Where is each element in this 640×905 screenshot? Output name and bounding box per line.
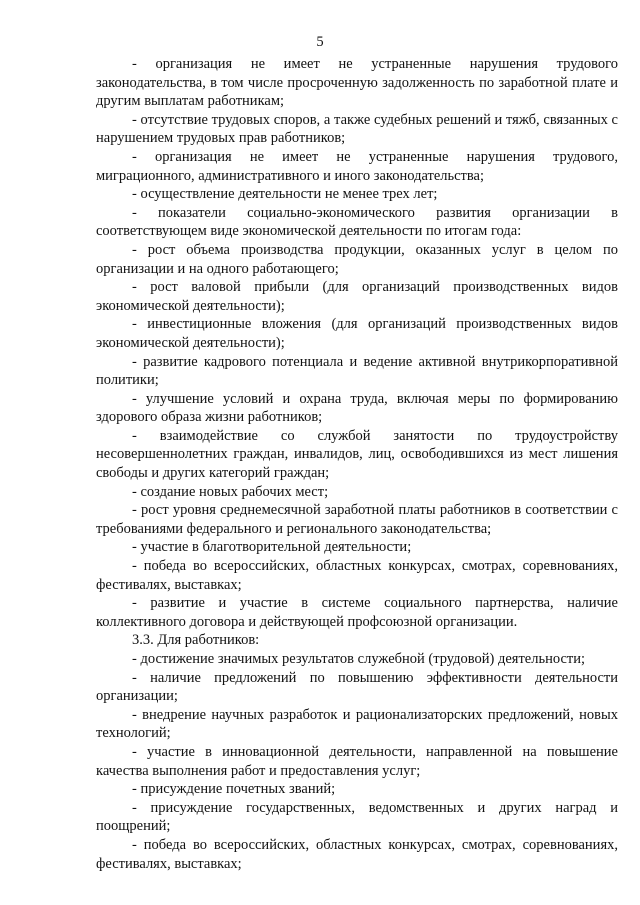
employee-criterion-contest-wins: - победа во всероссийских, областных конкурсах, смотрах, соревнованиях, фестивалях, выставках;: [96, 836, 618, 872]
employee-criterion-innovation-activity: - участие в инновационной деятельности, направленной на повышение качества выполнения работ и предоставления услуг;: [96, 743, 618, 779]
employee-criterion-significant-results: - достижение значимых результатов служебной (трудовой) деятельности;: [132, 651, 586, 667]
criterion-socio-economic-indicators: - показатели социально-экономического развития организации в соответствующем виде экономической деятельности по итогам года:: [96, 204, 618, 240]
criterion-salary-growth: - рост уровня среднемесячной заработной платы работников в соответствии с требованиями федерального и регионального законодательства;: [96, 502, 618, 537]
criterion-no-labor-violations: - организация не имеет не устраненные нарушения трудового законодательства, в том числе просроченную задолженность по заработной плате и другим выплатам работникам;: [96, 56, 618, 110]
page-number: 5: [316, 34, 324, 50]
employee-criterion-awards: - присуждение государственных, ведомственных и других наград и поощрений;: [96, 799, 618, 835]
section-heading-employees: 3.3. Для работников:: [132, 632, 260, 649]
employee-criterion-efficiency-proposals: - наличие предложений по повышению эффективности деятельности организации;: [96, 669, 618, 705]
criterion-new-jobs: - создание новых рабочих мест;: [132, 483, 329, 500]
criterion-employment-cooperation: - взаимодействие со службой занятости по трудоустройству несовершеннолетних граждан, инвалидов, лиц, освободившихся из мест лишения свободы и других категорий граждан;: [96, 427, 618, 482]
document-body: [96, 55, 618, 873]
criterion-personnel-development: - развитие кадрового потенциала и ведение активной внутрикорпоративной политики;: [96, 353, 618, 389]
criterion-production-growth: - рост объема производства продукции, оказанных услуг в целом по организации и на одного работающего;: [96, 241, 618, 277]
employee-criterion-honorary-titles: - присуждение почетных званий;: [132, 781, 336, 798]
criterion-social-partnership: - развитие и участие в системе социального партнерства, наличие коллективного договора и действующей профсоюзной организации.: [96, 595, 618, 630]
employee-criterion-innovation-implementation: - внедрение научных разработок и рационализаторских предложений, новых технологий;: [96, 706, 618, 742]
criterion-labor-conditions: - улучшение условий и охрана труда, включая меры по формированию здорового образа жизни работников;: [96, 390, 618, 426]
criterion-gross-profit-growth: - рост валовой прибыли (для организаций производственных видов экономической деятельности);: [96, 279, 618, 314]
criterion-no-legislation-violations: - организация не имеет не устраненные нарушения трудового, миграционного, административного и иного законодательства;: [96, 148, 618, 184]
criterion-three-years-activity: - осуществление деятельности не менее трех лет;: [132, 186, 438, 203]
criterion-investments: - инвестиционные вложения (для организаций производственных видов экономической деятельности);: [96, 316, 618, 351]
criterion-no-labor-disputes: - отсутствие трудовых споров, а также судебных решений и тяжб, связанных с нарушением трудовых прав работников;: [96, 111, 618, 147]
criterion-contest-wins: - победа во всероссийских, областных конкурсах, смотрах, соревнованиях, фестивалях, выставках;: [96, 558, 618, 593]
criterion-charity: - участие в благотворительной деятельности;: [132, 539, 412, 556]
